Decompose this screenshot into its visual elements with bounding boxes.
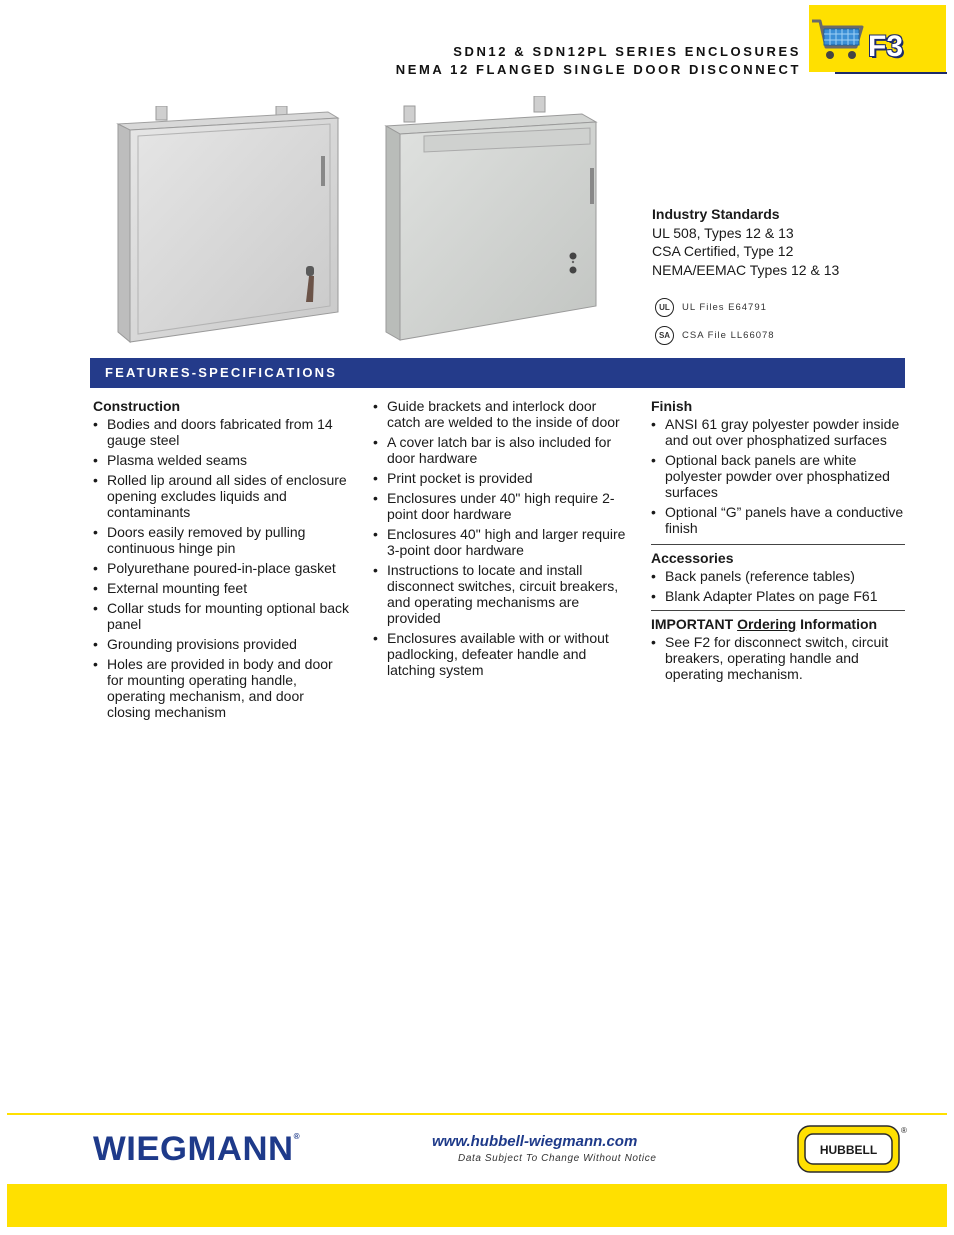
divider: [651, 544, 905, 545]
important-word: IMPORTANT: [651, 616, 734, 632]
list-item: • Rolled lip around all sides of enclosure opening excludes liquids and contaminants: [93, 472, 351, 520]
list-item: • Blank Adapter Plates on page F61: [651, 588, 905, 604]
logo-text: WIEGMANN: [93, 1130, 294, 1168]
enclosure-photo-left: [116, 106, 344, 346]
finish-title: Finish: [651, 398, 693, 414]
section-tab-shadow: [835, 72, 947, 74]
construction-title: Construction: [93, 398, 181, 414]
list-item: • Polyurethane poured-in-place gasket: [93, 560, 351, 576]
series-title: SDN12 & SDN12PL SERIES ENCLOSURES: [453, 44, 801, 59]
features-column-2: [373, 398, 631, 682]
wiegmann-logo: [93, 1130, 300, 1169]
important-title: [651, 616, 905, 632]
shopping-cart-icon[interactable]: [810, 15, 866, 65]
list-item: • Grounding provisions provided: [93, 636, 351, 652]
hubbell-registered: ®: [901, 1126, 907, 1135]
footer-band: [7, 1184, 947, 1227]
features-bar: [90, 358, 905, 388]
list-item: • Enclosures available with or without padlocking, defeater handle and latching system: [373, 630, 631, 678]
information-word: Information: [800, 616, 878, 632]
list-item: • Doors easily removed by pulling continuous hinge pin: [93, 524, 351, 556]
section-code: F3: [868, 30, 904, 63]
disclaimer-note: Data Subject To Change Without Notice: [458, 1153, 657, 1164]
construction-column: [93, 398, 351, 724]
industry-standards: [652, 205, 839, 279]
accessories-title: Accessories: [651, 550, 734, 566]
ul-certification: [655, 298, 767, 317]
ordering-word: Ordering: [737, 616, 797, 632]
list-item: • Optional back panels are white polyester powder over phosphatized surfaces: [651, 452, 905, 500]
list-item: • Collar studs for mounting optional back panel: [93, 600, 351, 632]
standards-title: Industry Standards: [652, 206, 780, 222]
list-item: • Enclosures under 40" high require 2-point door hardware: [373, 490, 631, 522]
standard-line: NEMA/EEMAC Types 12 & 13: [652, 261, 840, 278]
list-item: • See F2 for disconnect switch, circuit breakers, operating handle and operating mechanism.: [651, 634, 905, 682]
footer-rule: [7, 1113, 947, 1115]
hubbell-logo: [797, 1125, 900, 1173]
csa-certification: [655, 326, 775, 345]
list-item: • Instructions to locate and install disconnect switches, circuit breakers, and operating mechanisms are provided: [373, 562, 631, 626]
standard-line: UL 508, Types 12 & 13: [652, 224, 794, 241]
hubbell-text: HUBBELL: [819, 1143, 878, 1157]
csa-logo-icon: SA: [655, 326, 674, 345]
features-column-3: [651, 398, 905, 686]
series-subtitle: NEMA 12 FLANGED SINGLE DOOR DISCONNECT: [395, 62, 801, 77]
list-item: • Plasma welded seams: [93, 452, 351, 468]
csa-file: CSA File LL66078: [682, 330, 775, 341]
divider: [651, 610, 905, 611]
logo-registered: ®: [293, 1132, 301, 1141]
list-item: • ANSI 61 gray polyester powder inside and out over phosphatized surfaces: [651, 416, 905, 448]
website-link[interactable]: www.hubbell-wiegmann.com: [432, 1133, 638, 1150]
list-item: • External mounting feet: [93, 580, 351, 596]
list-item: • A cover latch bar is also included for door hardware: [373, 434, 631, 466]
list-item: • Enclosures 40" high and larger require 3-point door hardware: [373, 526, 631, 558]
features-heading: FEATURES-SPECIFICATIONS: [105, 365, 338, 380]
list-item: • Optional “G” panels have a conductive finish: [651, 504, 905, 536]
enclosure-photo-right: [384, 96, 610, 342]
list-item: • Holes are provided in body and door for mounting operating handle, operating mechanism, and door closing mechanism: [93, 656, 351, 720]
ul-file: UL Files E64791: [682, 302, 767, 313]
list-item: • Print pocket is provided: [373, 470, 631, 486]
list-item: • Guide brackets and interlock door catch are welded to the inside of door: [373, 398, 631, 430]
ul-logo-icon: UL: [655, 298, 674, 317]
list-item: • Bodies and doors fabricated from 14 gauge steel: [93, 416, 351, 448]
list-item: • Back panels (reference tables): [651, 568, 905, 584]
standard-line: CSA Certified, Type 12: [652, 243, 794, 259]
